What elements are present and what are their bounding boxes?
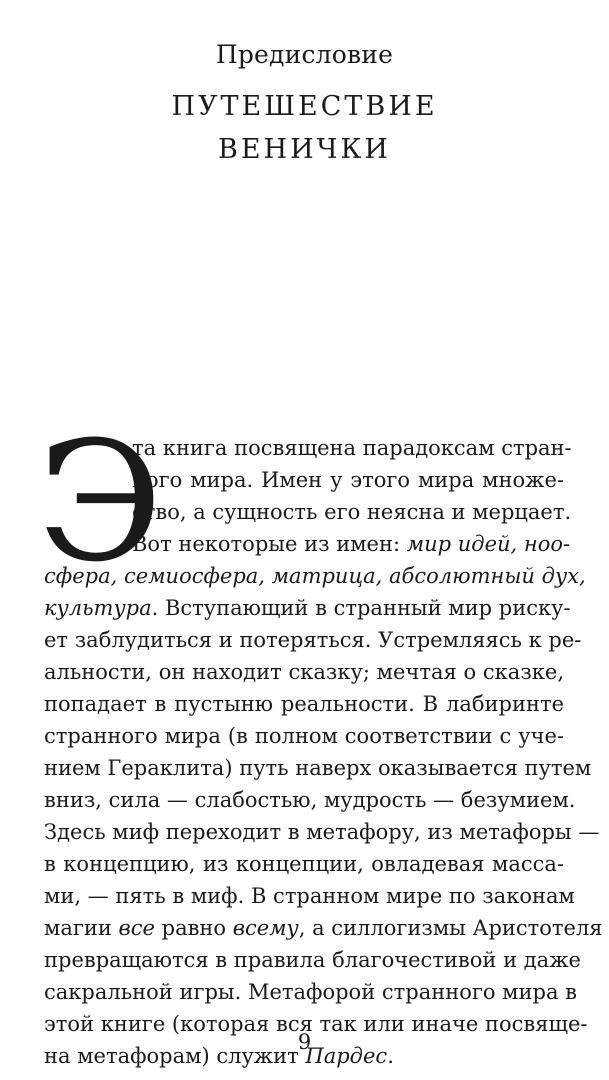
text-segment: ми, — пять в миф. В странном мире по законам	[44, 884, 575, 908]
text-line	[44, 848, 564, 880]
text-segment: равно	[154, 916, 233, 940]
text-line	[44, 496, 572, 528]
text-line	[44, 464, 564, 496]
text-line	[44, 560, 586, 592]
italic-text-segment: мир идей, ноо-	[406, 532, 571, 556]
body-paragraph	[44, 432, 603, 1072]
drop-cap-letter: Э	[37, 406, 164, 598]
text-segment: ство, а сущность его неясна и мерцает.	[132, 500, 572, 524]
text-segment: та книга посвящена парадоксам стран-	[132, 436, 572, 460]
chapter-title-line-2: ВЕНИЧКИ	[218, 134, 391, 165]
text-segment: Вот некоторые из имен:	[132, 532, 407, 556]
text-segment: попадает в пустыню реальности. В лабиринте	[44, 692, 564, 716]
text-segment: .	[387, 1044, 394, 1068]
preface-label: Предисловие	[215, 40, 394, 69]
text-line	[44, 752, 592, 784]
text-line	[44, 944, 581, 976]
text-line	[44, 720, 564, 752]
text-line	[44, 432, 572, 464]
italic-text-segment: культура	[44, 596, 152, 620]
text-segment: на метафорам) служит	[44, 1044, 306, 1068]
text-line	[44, 528, 571, 560]
italic-text-segment: все	[118, 916, 155, 940]
text-line	[44, 624, 582, 656]
text-line	[44, 880, 575, 912]
page-number: 9	[297, 1030, 312, 1054]
text-line	[44, 592, 571, 624]
text-line	[44, 656, 564, 688]
text-line	[44, 784, 576, 816]
text-segment: этой книге (которая вся так или иначе посвяще-	[44, 1012, 588, 1036]
text-line	[44, 912, 603, 944]
text-segment: странного мира (в полном соответствии с уче-	[44, 724, 564, 748]
text-segment: магии	[44, 916, 119, 940]
chapter-title-line-1: ПУТЕШЕСТВИЕ	[171, 91, 438, 122]
text-segment: Здесь миф переходит в метафору, из метафоры —	[44, 820, 600, 844]
text-segment: превращаются в правила благочестивой и даже	[44, 948, 581, 972]
text-line	[44, 816, 600, 848]
text-segment: вниз, сила — слабостью, мудрость — безумием.	[44, 788, 576, 812]
text-segment: в концепцию, из концепции, овладевая масса-	[44, 852, 564, 876]
text-line	[44, 976, 577, 1008]
text-segment: ного мира. Имен у этого мира множе-	[132, 468, 564, 492]
text-segment: сакральной игры. Метафорой странного мира в	[44, 980, 577, 1004]
text-segment: , а силлогизмы Аристотеля	[298, 916, 603, 940]
italic-text-segment: всему	[232, 916, 299, 940]
italic-text-segment: Пардес	[305, 1044, 388, 1068]
italic-text-segment: сфера, семиосфера, матрица, абсолютный дух,	[44, 564, 586, 588]
text-segment: . Вступающий в странный мир риску-	[151, 596, 571, 620]
text-segment: альности, он находит сказку; мечтая о сказке,	[44, 660, 564, 684]
text-segment: нием Гераклита) путь наверх оказывается путем	[44, 756, 592, 780]
text-line	[44, 688, 564, 720]
text-segment: ет заблудиться и потеряться. Устремляясь к ре-	[44, 628, 582, 652]
